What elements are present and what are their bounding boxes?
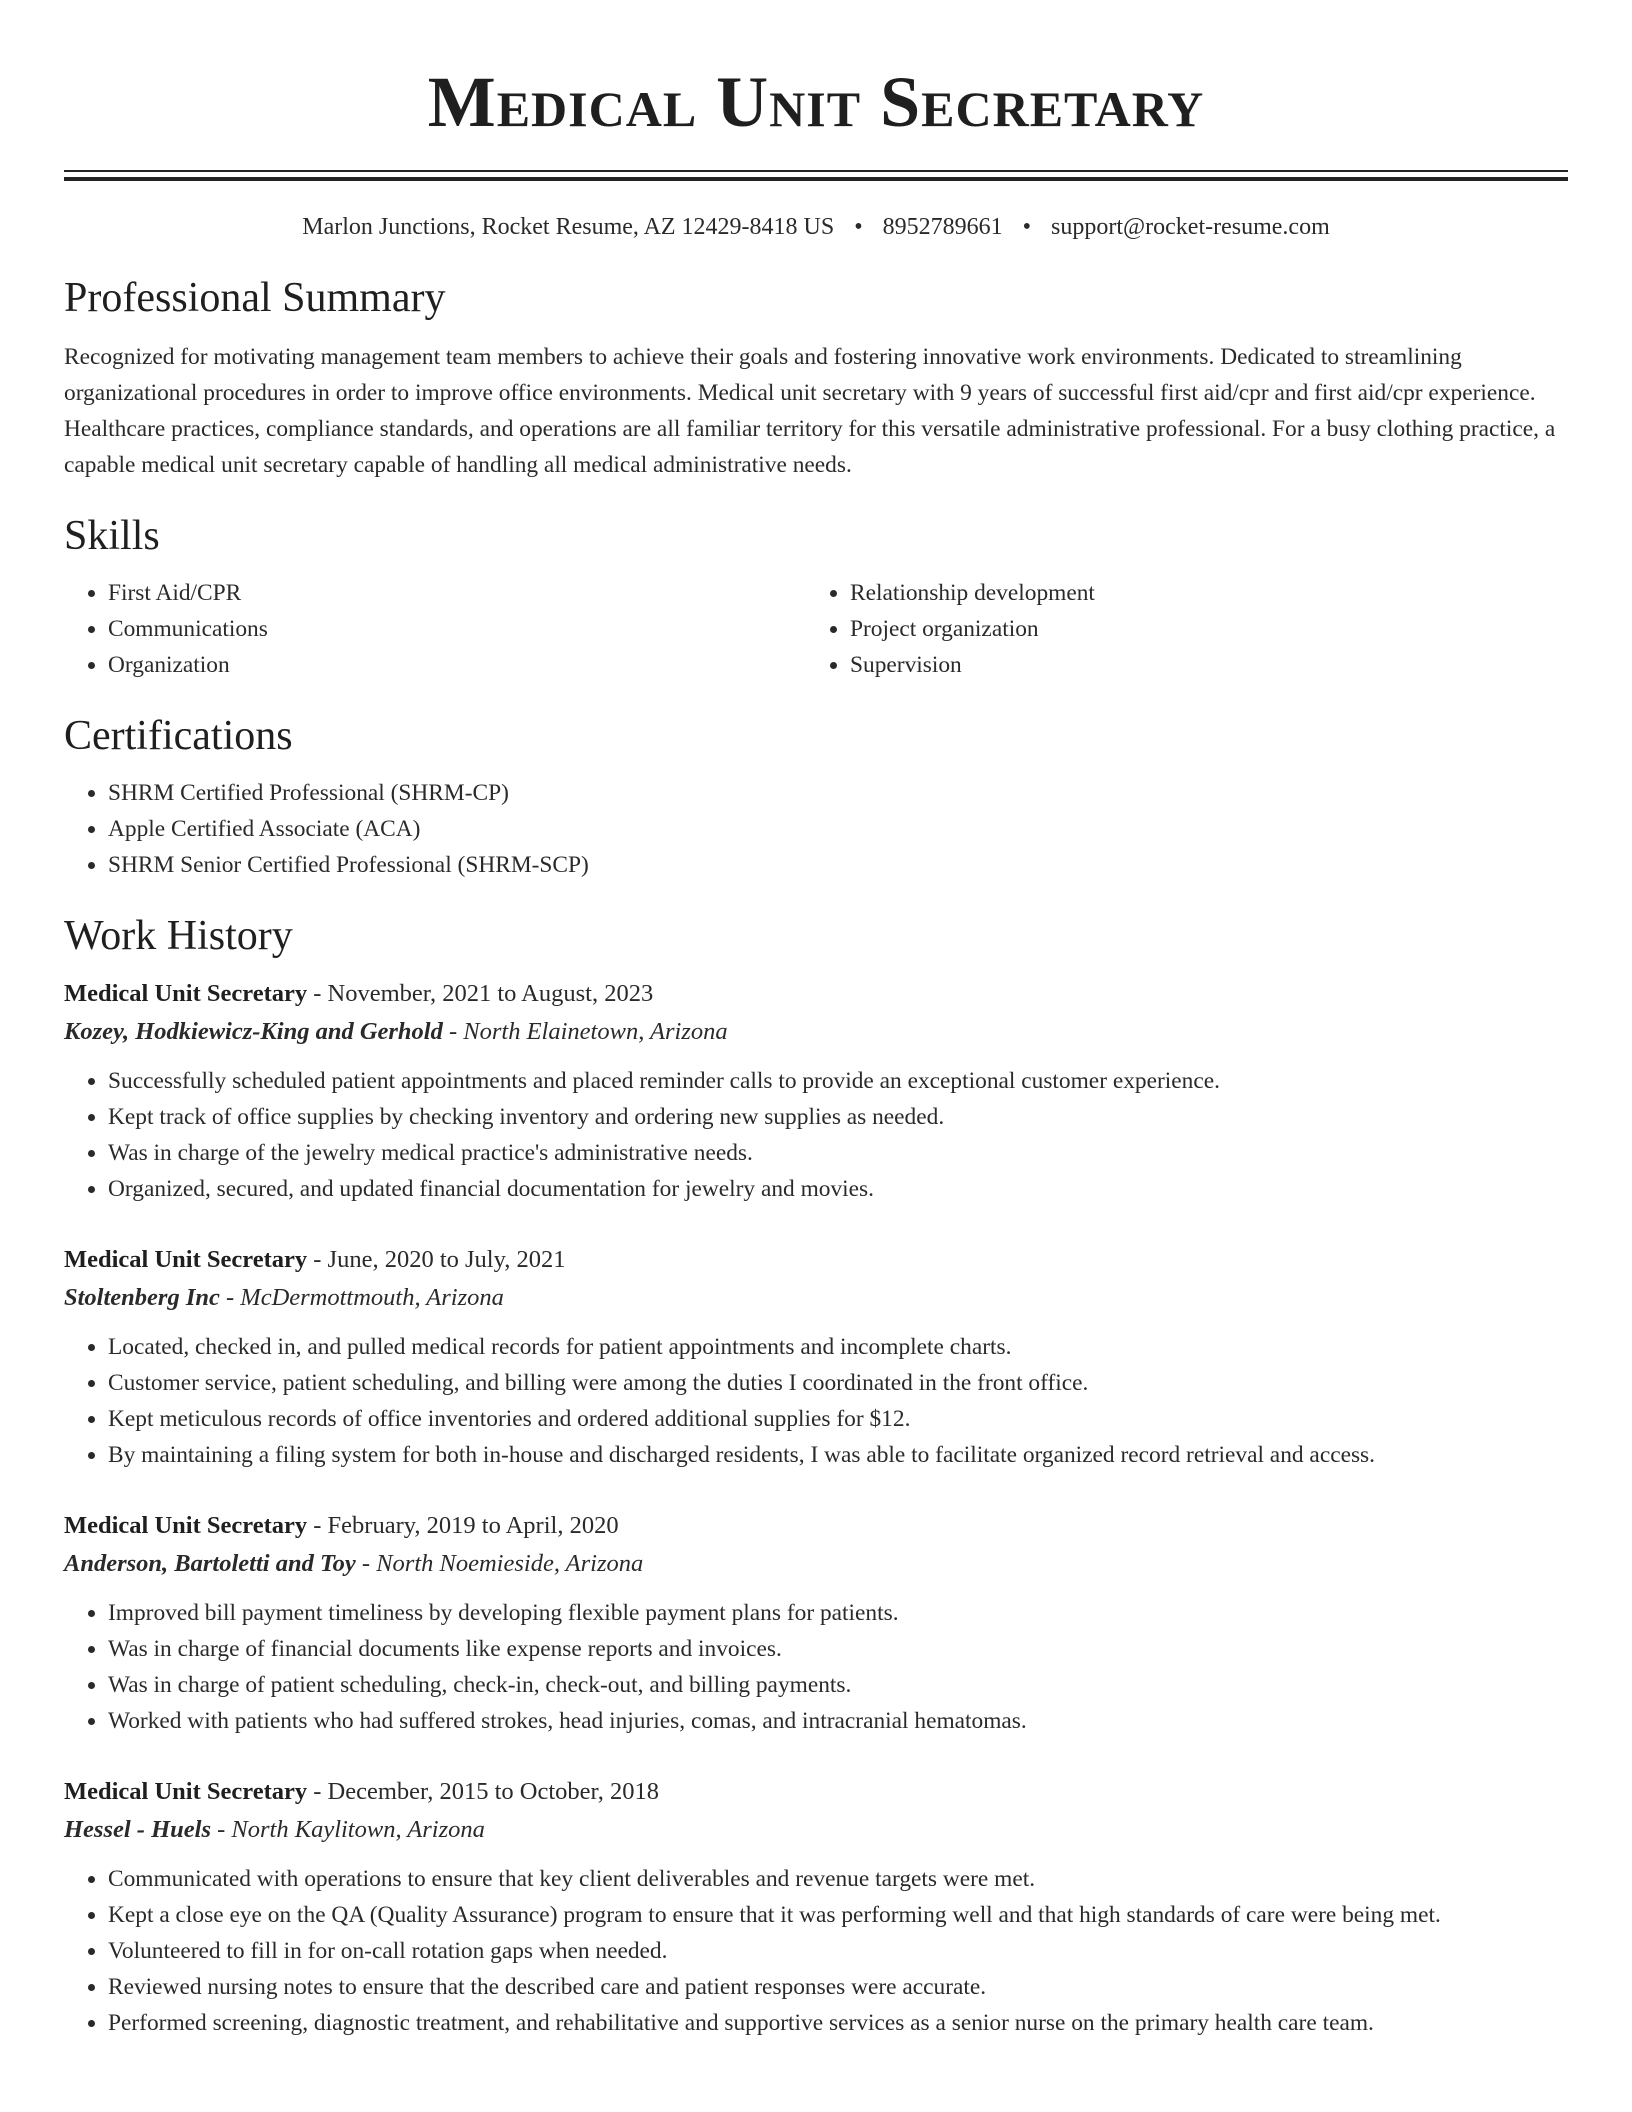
job-company-line: Kozey, Hodkiewicz-King and Gerhold - North Elainetown, Arizona <box>64 1018 728 1045</box>
contact-separator: • <box>854 214 863 240</box>
job-title-line: Medical Unit Secretary - November, 2021 to August, 2023 <box>64 980 654 1007</box>
job-bullets <box>64 1329 1568 1473</box>
skill-item: • Project organization <box>850 611 1548 647</box>
job-role: Medical Unit Secretary <box>64 980 308 1007</box>
job-location: North Kaylitown, Arizona <box>231 1816 485 1843</box>
job-bullet: • Organized, secured, and updated financial documentation for jewelry and movies. <box>108 1171 1568 1207</box>
job-location: McDermottmouth, Arizona <box>240 1284 504 1311</box>
certification-item: • SHRM Senior Certified Professional (SHRM-SCP) <box>108 847 1568 883</box>
job-bullet: • Reviewed nursing notes to ensure that the described care and patient responses were accurate. <box>108 1969 1568 2005</box>
job-bullet: • Communicated with operations to ensure that key client deliverables and revenue targets were met. <box>108 1861 1568 1897</box>
job-location: North Noemieside, Arizona <box>376 1550 644 1577</box>
contact-address: Marlon Junctions, Rocket Resume, AZ 12429-8418 US <box>302 214 835 240</box>
job-bullets <box>64 1595 1568 1739</box>
resume-name: Medical Unit Secretary <box>427 62 1205 142</box>
job-role: Medical Unit Secretary <box>64 1778 308 1805</box>
job-bullet: • Was in charge of financial documents like expense reports and invoices. <box>108 1631 1568 1667</box>
skills-column-left <box>64 575 806 683</box>
job-title-line: Medical Unit Secretary - February, 2019 to April, 2020 <box>64 1512 619 1539</box>
job-bullets <box>64 1063 1568 1207</box>
work-history-heading: Work History <box>64 913 293 959</box>
certifications-heading: Certifications <box>64 713 293 759</box>
job-entry <box>64 975 1568 1207</box>
skills-heading: Skills <box>64 513 160 559</box>
certification-item: • Apple Certified Associate (ACA) <box>108 811 1568 847</box>
job-bullet: • Kept track of office supplies by checking inventory and ordering new supplies as needed. <box>108 1099 1568 1135</box>
summary-text: Recognized for motivating management team members to achieve their goals and fostering innovative work environments. Dedicated to streamlining organizational procedures in order to improve office environments. Medical unit secretary with 9 years of successful first aid/cpr and first aid/cpr experience. Healthcare practices, compliance standards, and operations are all familiar territory for this versatile administrative professional. For a busy clothing practice, a capable medical unit secretary capable of handling all medical administrative needs. <box>64 344 1556 478</box>
job-bullet: • Improved bill payment timeliness by developing flexible payment plans for patients. <box>108 1595 1568 1631</box>
job-bullet: • By maintaining a filing system for both in-house and discharged residents, I was able to facilitate organized record retrieval and access. <box>108 1437 1568 1473</box>
job-bullet: • Successfully scheduled patient appointments and placed reminder calls to provide an exceptional customer experience. <box>108 1063 1568 1099</box>
contact-line <box>64 211 1568 243</box>
job-company: Kozey, Hodkiewicz-King and Gerhold <box>64 1018 443 1045</box>
job-bullet: • Was in charge of patient scheduling, check-in, check-out, and billing payments. <box>108 1667 1568 1703</box>
job-role: Medical Unit Secretary <box>64 1246 308 1273</box>
skill-item: • Relationship development <box>850 575 1548 611</box>
skill-item: • First Aid/CPR <box>108 575 806 611</box>
job-dates: June, 2020 to July, 2021 <box>327 1246 566 1273</box>
job-bullets <box>64 1861 1568 2041</box>
job-title-line: Medical Unit Secretary - June, 2020 to July, 2021 <box>64 1246 566 1273</box>
job-entry <box>64 1507 1568 1739</box>
job-bullet: • Volunteered to fill in for on-call rotation gaps when needed. <box>108 1933 1568 1969</box>
job-entry <box>64 1241 1568 1473</box>
job-bullet: • Was in charge of the jewelry medical practice's administrative needs. <box>108 1135 1568 1171</box>
job-location: North Elainetown, Arizona <box>463 1018 728 1045</box>
contact-email: support@rocket-resume.com <box>1051 214 1330 240</box>
job-bullet: • Performed screening, diagnostic treatment, and rehabilitative and supportive services as a senior nurse on the primary health care team. <box>108 2005 1568 2041</box>
job-company: Stoltenberg Inc <box>64 1284 220 1311</box>
job-company-line: Anderson, Bartoletti and Toy - North Noemieside, Arizona <box>64 1550 644 1577</box>
skills-column-right <box>806 575 1548 683</box>
skill-item: • Communications <box>108 611 806 647</box>
skill-item: • Organization <box>108 647 806 683</box>
job-company-line: Stoltenberg Inc - McDermottmouth, Arizona <box>64 1284 504 1311</box>
job-company: Hessel - Huels <box>64 1816 211 1843</box>
contact-phone: 8952789661 <box>882 214 1003 240</box>
job-dates: December, 2015 to October, 2018 <box>327 1778 659 1805</box>
contact-separator: • <box>1022 214 1032 240</box>
job-bullet: • Customer service, patient scheduling, and billing were among the duties I coordinated in the front office. <box>108 1365 1568 1401</box>
job-company-line: Hessel - Huels - North Kaylitown, Arizona <box>64 1816 485 1843</box>
job-bullet: • Located, checked in, and pulled medical records for patient appointments and incomplete charts. <box>108 1329 1568 1365</box>
job-dates: February, 2019 to April, 2020 <box>327 1512 619 1539</box>
certification-item: • SHRM Certified Professional (SHRM-CP) <box>108 775 1568 811</box>
job-bullet: • Worked with patients who had suffered strokes, head injuries, comas, and intracranial hematomas. <box>108 1703 1568 1739</box>
summary-heading: Professional Summary <box>64 275 446 321</box>
job-dates: November, 2021 to August, 2023 <box>327 980 654 1007</box>
job-company: Anderson, Bartoletti and Toy <box>64 1550 356 1577</box>
job-bullet: • Kept meticulous records of office inventories and ordered additional supplies for $12. <box>108 1401 1568 1437</box>
skills-list <box>64 575 1568 683</box>
header-divider <box>64 170 1568 181</box>
job-entry <box>64 1773 1568 2041</box>
certifications-list <box>64 775 1568 883</box>
job-title-line: Medical Unit Secretary - December, 2015 to October, 2018 <box>64 1778 659 1805</box>
job-bullet: • Kept a close eye on the QA (Quality Assurance) program to ensure that it was performing well and that high standards of care were being met. <box>108 1897 1568 1933</box>
job-role: Medical Unit Secretary <box>64 1512 308 1539</box>
skill-item: • Supervision <box>850 647 1548 683</box>
